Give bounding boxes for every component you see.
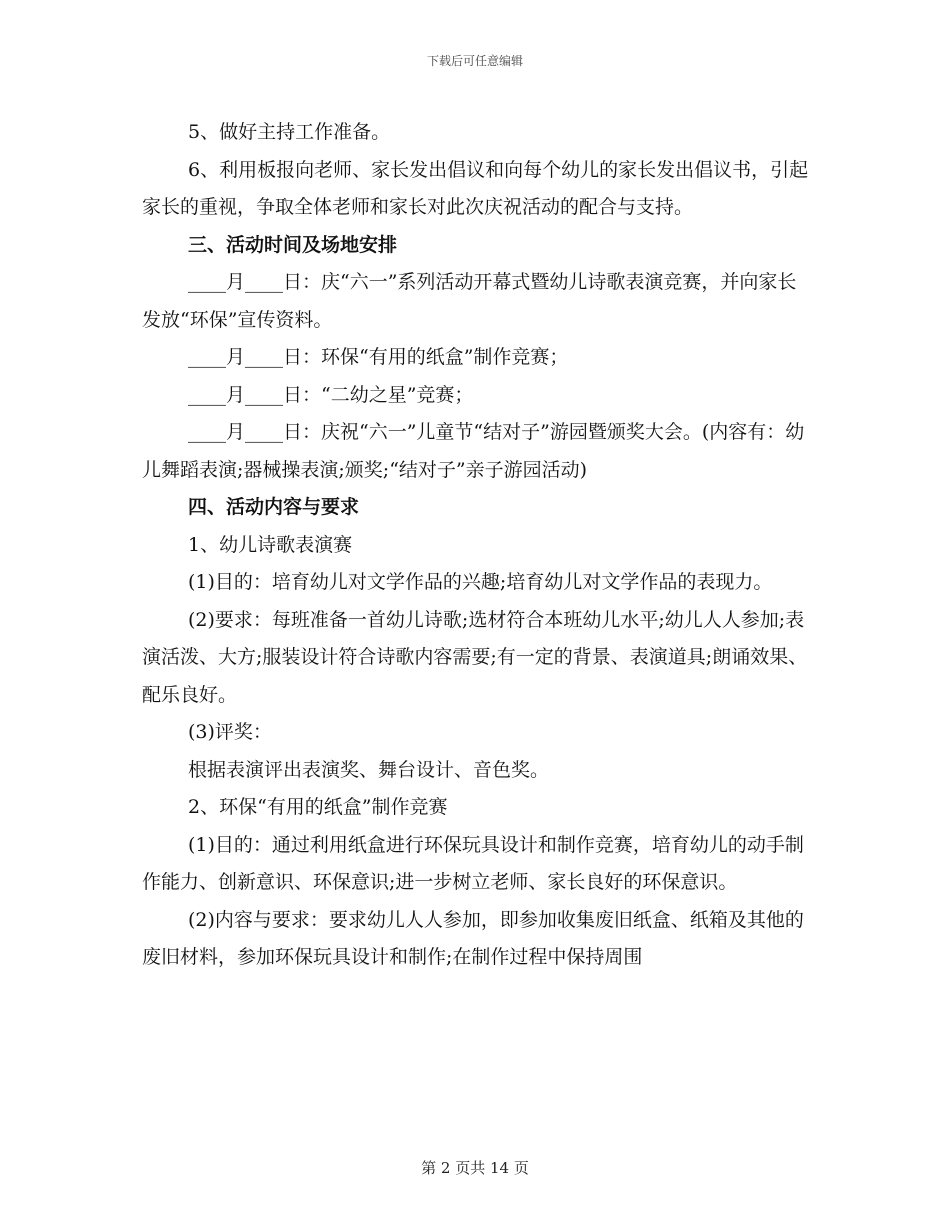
schedule-item-garden-party: ____月____日：庆祝“六一”儿童节“结对子”游园暨颁奖大会。(内容有：幼儿舞蹈表演;器械操表演;颁奖;“结对子”亲子游园活动) bbox=[142, 421, 805, 481]
poetry-goal: (1)目的：培育幼儿对文学作品的兴趣;培育幼儿对文学作品的表现力。 bbox=[188, 571, 773, 593]
box-contest-goal: (1)目的：通过利用纸盒进行环保玩具设计和制作竞赛，培育幼儿的动手制作能力、创新意识、环保意识;进一步树立老师、家长良好的环保意识。 bbox=[142, 833, 804, 893]
section-heading-content: 四、活动内容与要求 bbox=[188, 496, 360, 518]
document-body bbox=[142, 114, 812, 977]
subsection-poetry: 1、幼儿诗歌表演赛 bbox=[188, 533, 353, 556]
page-footer: 第 2 页共 14 页 bbox=[421, 1159, 529, 1177]
paragraph-item-6: 6、利用板报向老师、家长发出倡议和向每个幼儿的家长发出倡议书，引起家长的重视，争取全体老师和家长对此次庆祝活动的配合与支持。 bbox=[142, 158, 809, 218]
schedule-item-star-contest: ____月____日：“二幼之星”竞赛； bbox=[188, 383, 474, 406]
subsection-box-contest: 2、环保“有用的纸盒”制作竞赛 bbox=[188, 796, 448, 818]
schedule-item-box-contest: ____月____日：环保“有用的纸盒”制作竞赛； bbox=[188, 346, 569, 368]
poetry-requirements: (2)要求：每班准备一首幼儿诗歌;选材符合本班幼儿水平;幼儿人人参加;表演活泼、大方;服装设计符合诗歌内容需要;有一定的背景、表演道具;朗诵效果、配乐良好。 bbox=[142, 608, 808, 706]
box-contest-requirements: (2)内容与要求：要求幼儿人人参加，即参加收集废旧纸盒、纸箱及其他的废旧材料，参加环保玩具设计和制作;在制作过程中保持周围 bbox=[142, 908, 804, 968]
poetry-awards-label: (3)评奖： bbox=[188, 721, 272, 743]
poetry-awards: 根据表演评出表演奖、舞台设计、音色奖。 bbox=[188, 758, 550, 781]
page-header: 下载后可任意编辑 bbox=[426, 54, 523, 68]
schedule-item-opening: ____月____日：庆“六一”系列活动开幕式暨幼儿诗歌表演竞赛，并向家长发放“环保”宣传资料。 bbox=[142, 271, 797, 331]
section-heading-schedule: 三、活动时间及场地安排 bbox=[188, 233, 398, 256]
paragraph-item-5: 5、做好主持工作准备。 bbox=[188, 121, 391, 143]
